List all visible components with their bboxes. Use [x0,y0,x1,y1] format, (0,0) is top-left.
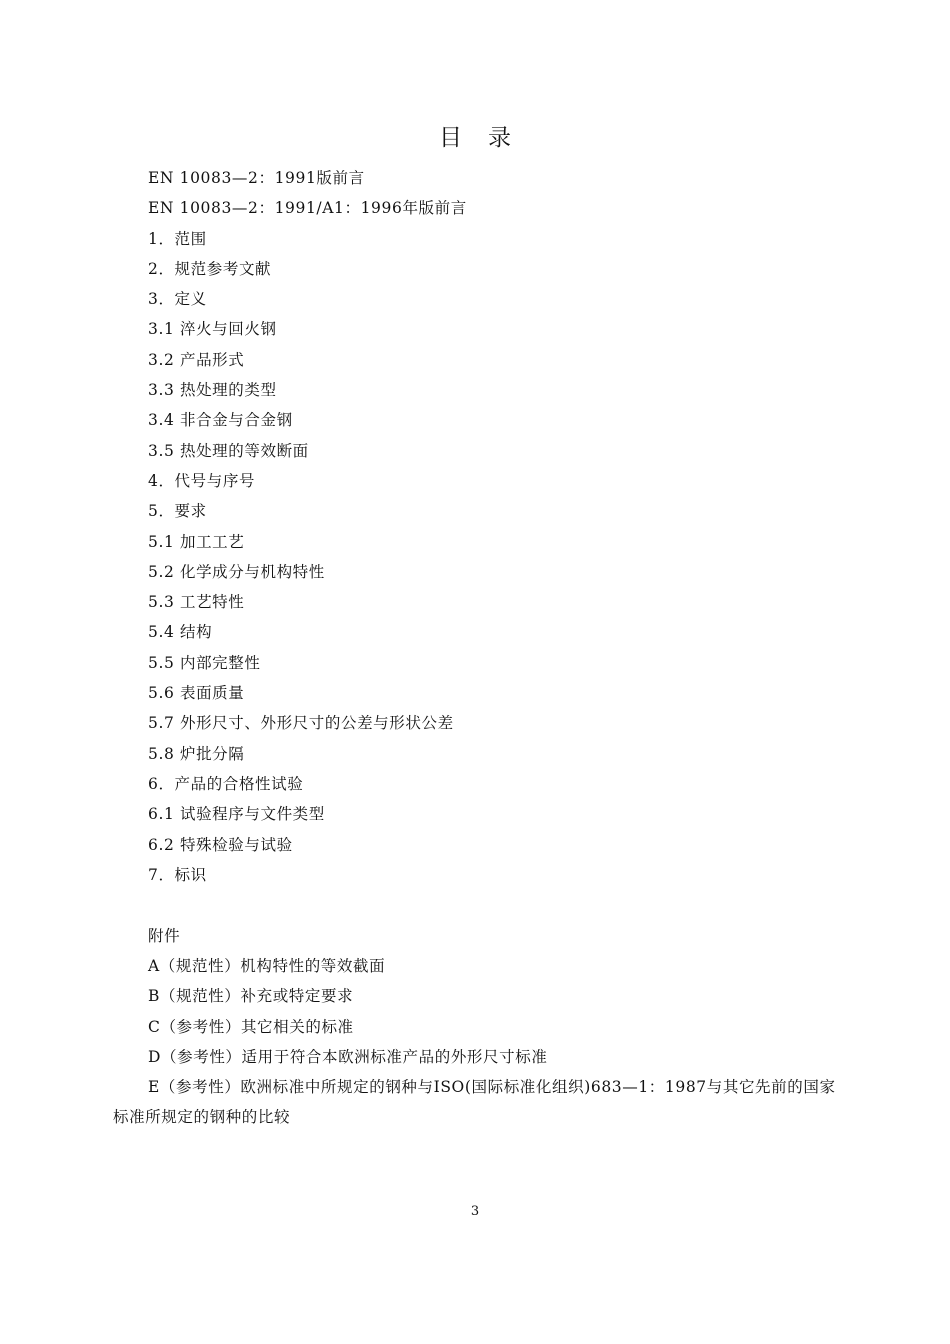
toc-item: 5.2 化学成分与机构特性 [148,562,325,581]
toc-item: 5.5 内部完整性 [148,653,261,672]
page-title: 目录 [439,125,537,151]
toc-item: 3.3 热处理的类型 [148,381,277,400]
appendix-item: D（参考性）适用于符合本欧洲标准产品的外形尺寸标准 [148,1047,548,1066]
page-number: 3 [470,1204,480,1219]
toc-item: 5.4 结构 [148,623,213,642]
toc-item: 4．代号与序号 [148,471,256,490]
toc-item: 5.7 外形尺寸、外形尺寸的公差与形状公差 [148,714,454,733]
toc-item: 3.5 热处理的等效断面 [148,441,309,460]
toc-item: 5.6 表面质量 [148,684,245,703]
toc-item: 5.3 工艺特性 [148,593,245,612]
appendix-item-e: E（参考性）欧洲标准中所规定的钢种与ISO(国际标准化组织)683—1：1987与其它先前的国家标准所规定的钢种的比较 [113,1078,836,1127]
toc-item: 3.2 产品形式 [148,350,245,369]
toc-item: 1．范围 [148,229,207,248]
toc-item: EN 10083—2：1991版前言 [148,169,365,187]
toc-item: 3.1 淬火与回火钢 [148,320,277,339]
toc-item: 5.1 加工工艺 [148,532,245,551]
toc-item: 5.8 炉批分隔 [148,744,245,763]
table-of-contents [148,163,467,890]
toc-item: 3．定义 [148,290,207,309]
toc-item: 6.2 特殊检验与试验 [148,835,293,854]
appendix-list [148,951,547,1072]
appendix-item: A（规范性）机构特性的等效截面 [148,957,386,975]
toc-item: EN 10083—2：1991/A1：1996年版前言 [148,199,467,218]
appendix-item: C（参考性）其它相关的标准 [148,1017,354,1036]
toc-item: 6.1 试验程序与文件类型 [148,805,325,824]
appendix-heading: 附件 [148,927,181,945]
toc-item: 3.4 非合金与合金钢 [148,411,293,430]
toc-item: 2．规范参考文献 [148,259,272,278]
toc-item: 6．产品的合格性试验 [148,774,304,793]
appendix-item: B（规范性）补充或特定要求 [148,987,354,1006]
toc-item: 7．标识 [148,865,207,884]
toc-item: 5．要求 [148,502,207,521]
